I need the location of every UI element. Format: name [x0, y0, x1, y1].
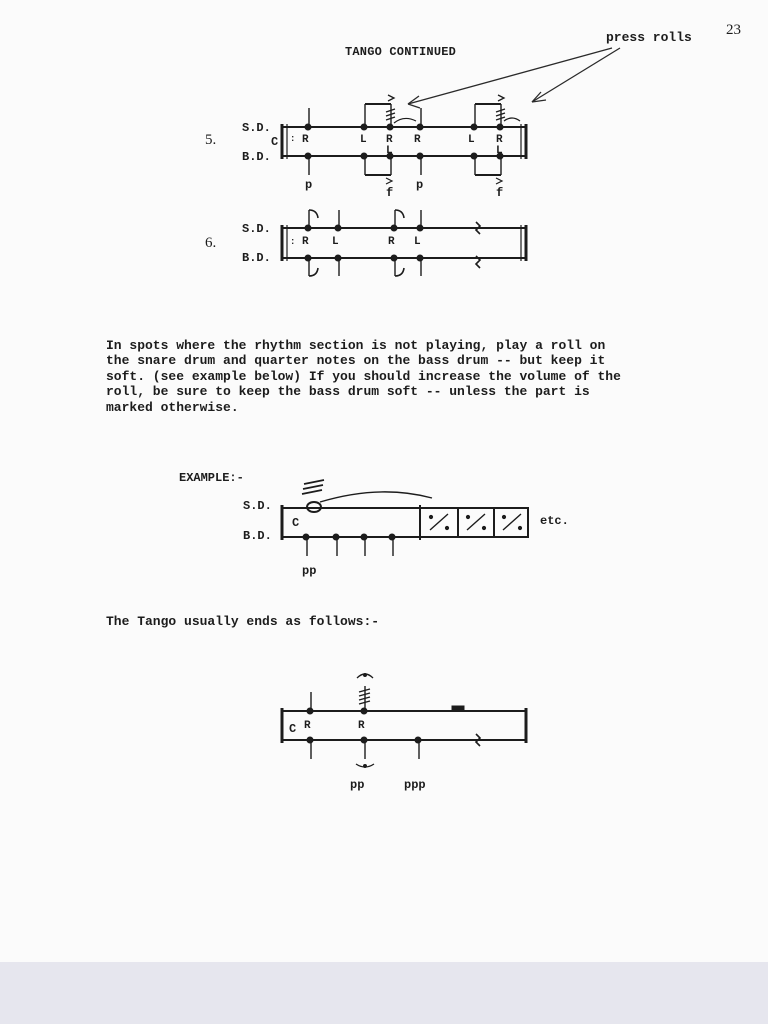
page-number: 23	[726, 22, 741, 38]
ex5-sticking-4: L	[386, 145, 393, 157]
example-heading: EXAMPLE:-	[179, 471, 244, 485]
ex6-sticking-4: L	[414, 236, 421, 248]
example-dynamic: pp	[302, 564, 317, 578]
ex5-sticking-2: L	[360, 134, 367, 146]
repeat-dots-6: :	[290, 237, 296, 247]
paragraph-line: marked otherwise.	[106, 399, 239, 415]
exercise-5-staff	[270, 90, 540, 200]
ending-dynamic-1: pp	[350, 778, 365, 792]
press-rolls-annotation: press rolls	[606, 30, 692, 45]
ending-sticking-1: R	[304, 720, 311, 732]
example-etc: etc.	[540, 514, 569, 528]
ex6-sticking-2: L	[332, 236, 339, 248]
example-bass-label: B.D.	[243, 529, 272, 543]
ex5-sticking-7: R	[496, 134, 503, 146]
ex5-sticking-6: L	[468, 134, 475, 146]
paragraph-line: the snare drum and quarter notes on the bass drum -- but keep it	[106, 353, 606, 369]
example-snare-label: S.D.	[243, 499, 272, 513]
ending-intro: The Tango usually ends as follows:-	[106, 614, 380, 629]
exercise-5-number: 5.	[205, 132, 217, 148]
paragraph-line: soft. (see example below) If you should increase the volume of the	[106, 368, 621, 384]
ending-dynamic-2: ppp	[404, 778, 426, 792]
repeat-dots: :	[290, 134, 296, 144]
ex5-sticking-3: R	[386, 134, 393, 146]
paragraph-line: roll, be sure to keep the bass drum soft -- unless the part is	[106, 384, 590, 400]
ex5-sticking-5: R	[414, 134, 421, 146]
ex6-sticking-1: R	[302, 236, 309, 248]
instruction-paragraph	[106, 338, 621, 415]
ex5-snare-label: S.D.	[242, 121, 271, 135]
ex5-clef: C	[271, 135, 279, 149]
ex6-sticking-3: R	[388, 236, 395, 248]
ex5-dynamic-3: p	[416, 178, 424, 192]
ending-time-signature: C	[289, 722, 297, 736]
ex5-dynamic-4: f	[496, 186, 504, 200]
exercise-6-number: 6.	[205, 235, 217, 251]
ex5-sticking-1: R	[302, 134, 309, 146]
ex5-sticking-8: L	[496, 145, 503, 157]
exercise-6-staff	[270, 200, 540, 290]
ex6-bass-label: B.D.	[242, 251, 271, 265]
ex5-bass-label: B.D.	[242, 150, 271, 164]
example-time-signature: C	[292, 516, 300, 530]
example-staff	[270, 470, 540, 580]
paragraph-line: In spots where the rhythm section is not playing, play a roll on	[106, 338, 606, 353]
ex6-snare-label: S.D.	[242, 222, 271, 236]
page-title: TANGO CONTINUED	[345, 45, 457, 59]
ending-sticking-2: R	[358, 720, 365, 732]
ending-staff	[270, 660, 540, 800]
scan-bottom-margin	[0, 962, 768, 1024]
ex5-dynamic-1: p	[305, 178, 313, 192]
ex5-dynamic-2: f	[386, 186, 394, 200]
